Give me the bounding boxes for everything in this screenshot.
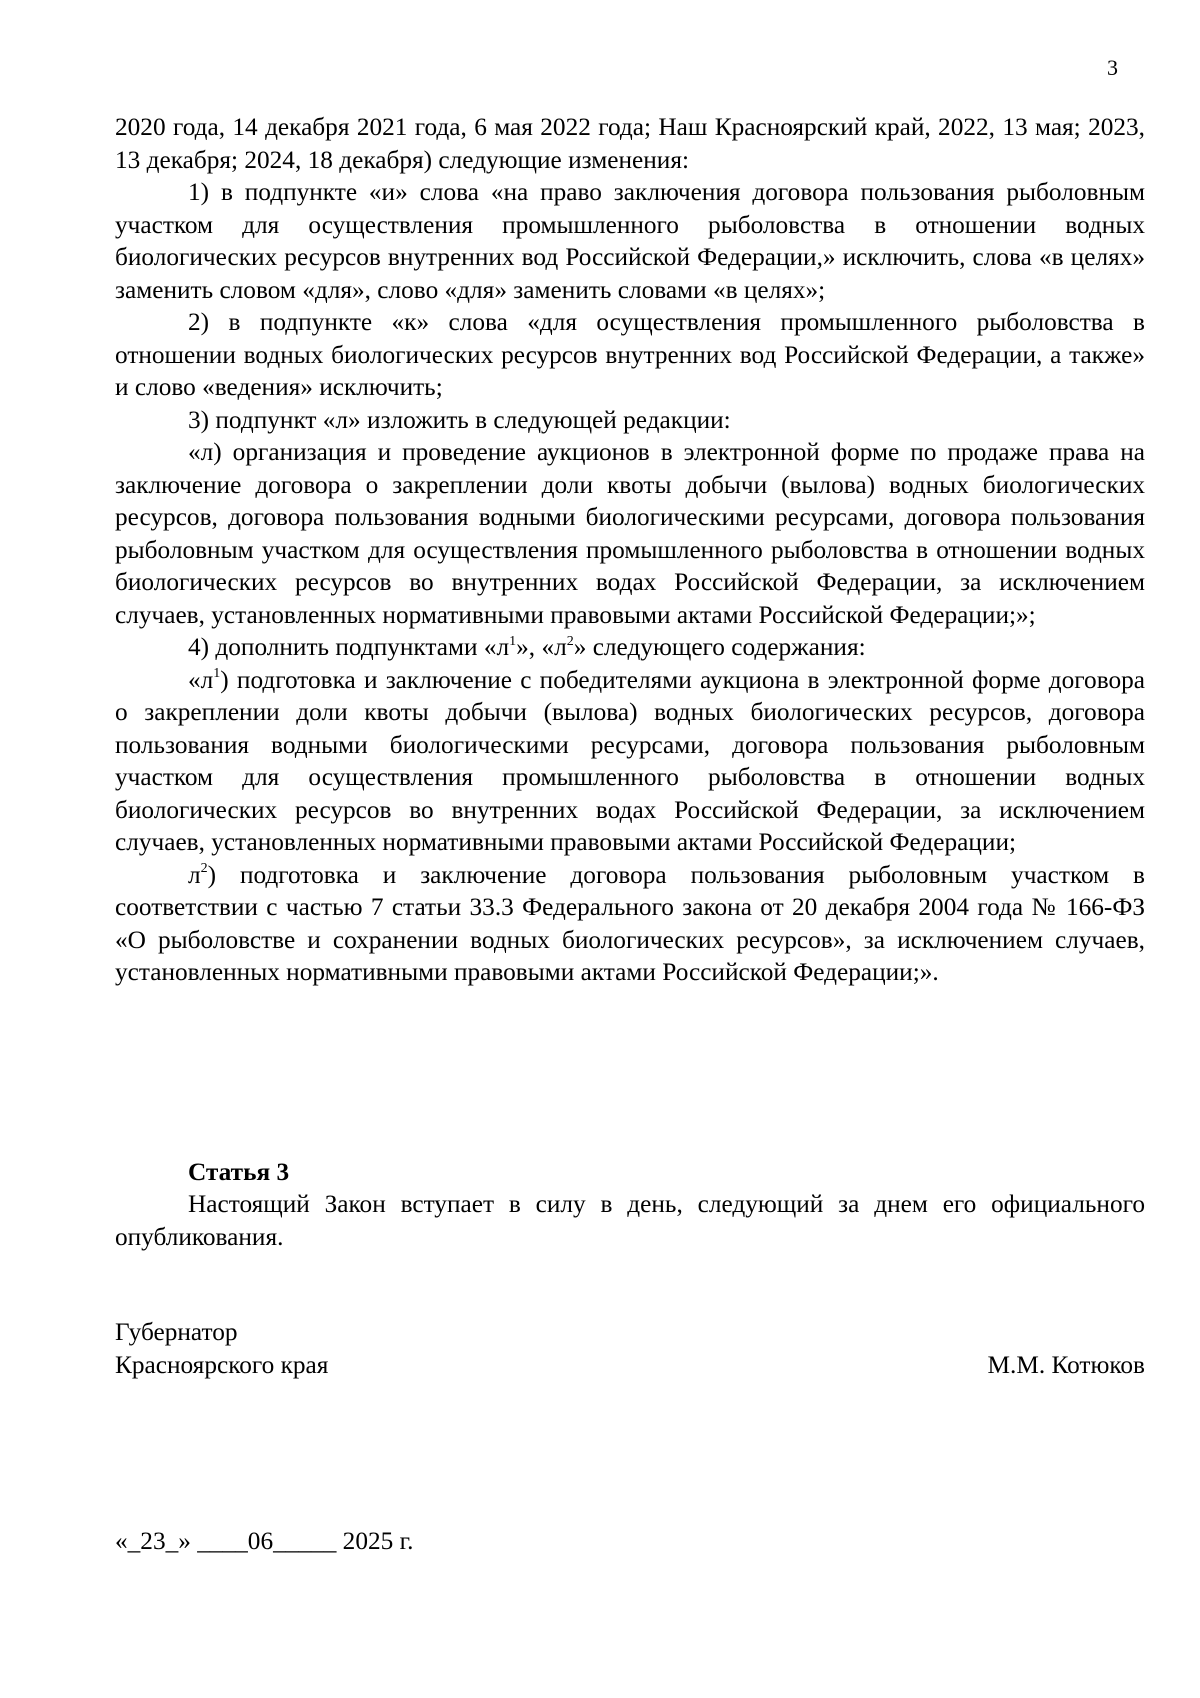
paragraph-subitem-l1	[115, 664, 1145, 859]
signature-position-line1: Губернатор	[115, 1318, 238, 1346]
paragraph-item-4-text-a: 4) дополнить подпунктами «л	[188, 633, 510, 661]
signature-position	[115, 1316, 328, 1382]
paragraph-item-2: 2) в подпункте «к» слова «для осуществления промышленного рыболовства в отношении водных биологических ресурсов внутренних вод Российской Федерации, а также» и слово «ведения» исключить;	[115, 308, 1145, 401]
paragraph-item-4	[115, 631, 1145, 664]
date-line: «_23_» ____06_____ 2025 г.	[115, 1527, 414, 1555]
superscript-2: 2	[200, 861, 208, 877]
subitem-l1-text: ) подготовка и заключение с победителями аукциона в электронной форме договора о закреплении доли квоты добычи (вылова) водных биологических ресурсов, договора пользования водными биологическими ресурсами, договора пользования рыболовным участком для осуществления промышленного рыболовства в отношении водных биологических ресурсов во внутренних водах Российской Федерации, за исключением случаев, установленных нормативными правовыми актами Российской Федерации;	[115, 665, 1145, 856]
signature-name: М.М. Котюков	[987, 1351, 1145, 1379]
superscript-1: 1	[213, 666, 221, 682]
signature-position-line2: Красноярского края	[115, 1351, 329, 1379]
article-body	[115, 1188, 1145, 1253]
paragraph-item-3: 3) подпункт «л» изложить в следующей редакции:	[188, 405, 731, 434]
paragraph-intro: 2020 года, 14 декабря 2021 года, 6 мая 2022 года; Наш Красноярский край, 2022, 13 мая; 2023, 13 декабря; 2024, 18 декабря) следующие изменения:	[115, 113, 1145, 174]
paragraph-subitem-l: «л) организация и проведение аукционов в электронной форме по продаже права на заключение договора о закреплении доли квоты добычи (вылова) водных биологических ресурсов, договора пользования водными биологическими ресурсами, договора пользования рыболовным участком для осуществления промышленного рыболовства в отношении водных биологических ресурсов во внутренних водах Российской Федерации, за исключением случаев, установленных нормативными правовыми актами Российской Федерации;»;	[115, 438, 1145, 629]
subitem-l2-label: л	[188, 860, 201, 889]
paragraph-item-4-text-c: » следующего содержания:	[573, 633, 866, 661]
document-body	[115, 111, 1145, 989]
page-number: 3	[1107, 55, 1118, 80]
subitem-l1-label: «л	[188, 665, 214, 694]
paragraph-item-1: 1) в подпункте «и» слова «на право заключения договора пользования рыболовным участком для осуществления промышленного рыболовства в отношении водных биологических ресурсов внутренних вод Российской Федерации,» исключить, слова «в целях» заменить словом «для», слово «для» заменить словами «в целях»;	[115, 178, 1145, 304]
superscript-1: 1	[509, 633, 517, 649]
paragraph-subitem-l2	[115, 859, 1145, 989]
superscript-2: 2	[566, 633, 574, 649]
paragraph-item-4-text-b: », «л	[516, 633, 567, 661]
subitem-l2-text: ) подготовка и заключение договора пользования рыболовным участком в соответствии с частью 7 статьи 33.3 Федерального закона от 20 декабря 2004 года № 166-ФЗ «О рыболовстве и сохранении водных биологических ресурсов», за исключением случаев, установленных нормативными правовыми актами Российской Федерации;».	[115, 860, 1145, 986]
article-text: Настоящий Закон вступает в силу в день, следующий за днем его официального опубликования.	[115, 1190, 1145, 1251]
article-title: Статья 3	[188, 1158, 290, 1186]
